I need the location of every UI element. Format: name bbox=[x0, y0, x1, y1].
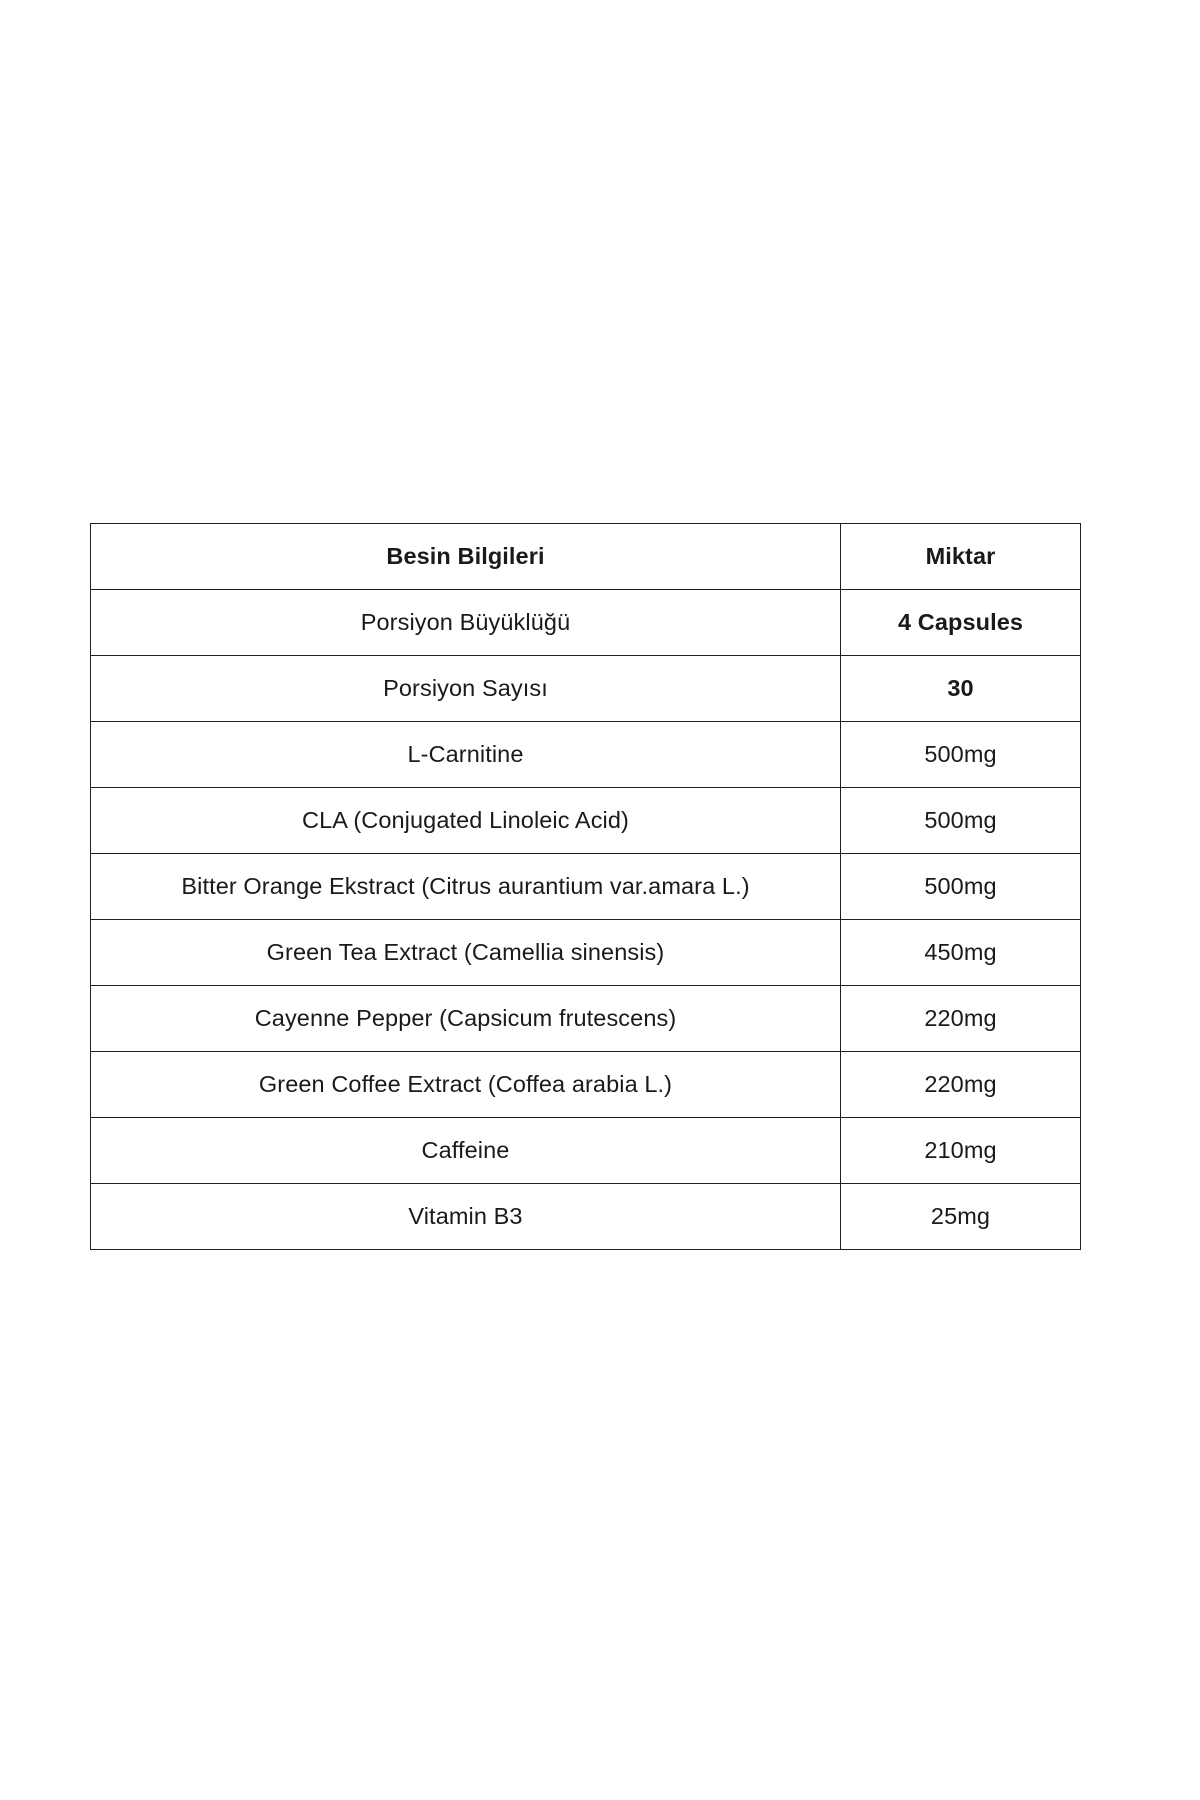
row-amount: 220mg bbox=[841, 986, 1081, 1052]
table-row bbox=[91, 656, 1081, 722]
row-amount: 4 Capsules bbox=[841, 590, 1081, 656]
table-row bbox=[91, 1052, 1081, 1118]
row-label: Caffeine bbox=[91, 1118, 841, 1184]
row-amount: 450mg bbox=[841, 920, 1081, 986]
nutrition-facts-table bbox=[90, 523, 1081, 1250]
row-amount: 500mg bbox=[841, 854, 1081, 920]
table-row bbox=[91, 986, 1081, 1052]
header-cell-name: Besin Bilgileri bbox=[91, 524, 841, 590]
row-label: CLA (Conjugated Linoleic Acid) bbox=[91, 788, 841, 854]
row-label: L-Carnitine bbox=[91, 722, 841, 788]
row-amount: 220mg bbox=[841, 1052, 1081, 1118]
row-amount: 500mg bbox=[841, 788, 1081, 854]
row-amount: 500mg bbox=[841, 722, 1081, 788]
row-amount: 30 bbox=[841, 656, 1081, 722]
row-label: Vitamin B3 bbox=[91, 1184, 841, 1250]
row-label: Cayenne Pepper (Capsicum frutescens) bbox=[91, 986, 841, 1052]
table-row bbox=[91, 920, 1081, 986]
table-row bbox=[91, 788, 1081, 854]
row-amount: 25mg bbox=[841, 1184, 1081, 1250]
row-label: Bitter Orange Ekstract (Citrus aurantium var.amara L.) bbox=[91, 854, 841, 920]
row-amount: 210mg bbox=[841, 1118, 1081, 1184]
row-label: Porsiyon Sayısı bbox=[91, 656, 841, 722]
header-cell-amount: Miktar bbox=[841, 524, 1081, 590]
table-header-row bbox=[91, 524, 1081, 590]
table-row bbox=[91, 854, 1081, 920]
row-label: Green Tea Extract (Camellia sinensis) bbox=[91, 920, 841, 986]
table-row bbox=[91, 722, 1081, 788]
row-label: Porsiyon Büyüklüğü bbox=[91, 590, 841, 656]
nutrition-table-container bbox=[90, 523, 1080, 1250]
row-label: Green Coffee Extract (Coffea arabia L.) bbox=[91, 1052, 841, 1118]
table-row bbox=[91, 1118, 1081, 1184]
table-row bbox=[91, 590, 1081, 656]
table-row bbox=[91, 1184, 1081, 1250]
